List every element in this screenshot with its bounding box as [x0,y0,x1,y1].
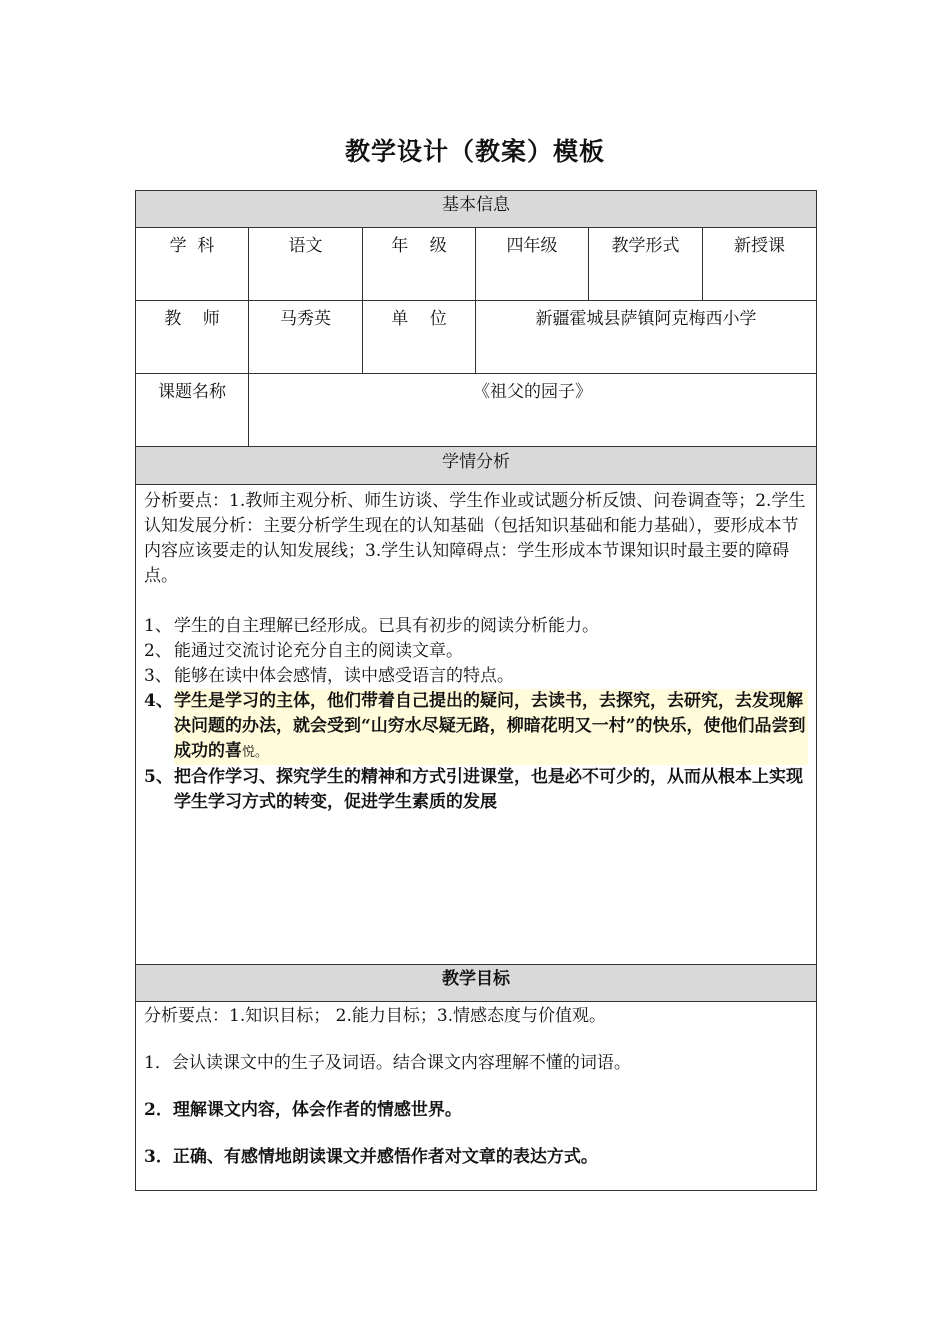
list-item-text: 学生的自主理解已经形成。已具有初步的阅读分析能力。 [174,616,599,636]
list-item-number: 2、 [144,641,172,661]
list-item [144,765,808,815]
page-title: 教学设计（教案）模板 [344,137,605,166]
list-item [144,614,808,639]
goal-item: 3．正确、有感情地朗读课文并感悟作者对文章的表达方式。 [144,1147,598,1167]
teacher-value: 马秀英 [249,301,363,374]
subject-label-text: 学 科 [169,236,215,256]
subject-value: 语文 [249,228,363,301]
unit-label [363,301,476,374]
analysis-intro: 分析要点：1.教师主观分析、师生访谈、学生作业或试题分析反馈、问卷调查等；2.学生认知发展分析：主要分析学生现在的认知基础（包括知识基础和能力基础），要形成本节内容应该要走的认知发展线；3.学生认知障碍点：学生形成本节课知识时最主要的障碍点。 [144,491,806,586]
list-item-text: 能够在读中体会感情，读中感受语言的特点。 [174,666,514,686]
list-item-text: 能通过交流讨论充分自主的阅读文章。 [174,641,463,661]
teacher-label-text: 教 师 [164,309,220,329]
list-item-number: 1、 [144,616,172,636]
list-item-number: 5、 [144,767,173,787]
list-item-text [174,689,808,765]
list-item-highlighted [144,689,808,765]
analysis-list [144,614,808,815]
grade-value: 四年级 [476,228,589,301]
grade-label-text: 年 级 [391,236,447,256]
lesson-plan-table [135,190,817,1191]
subject-label [136,228,249,301]
teacher-label [136,301,249,374]
list-item-main-text: 学生是学习的主体，他们带着自己提出的疑问，去读书，去探究，去研究，去发现解决问题的办法，就会受到“山穷水尽疑无路，柳暗花明又一村”的快乐，使他们品尝到成功的喜 [174,691,806,761]
list-item-text: 把合作学习、探究学生的精神和方式引进课堂，也是必不可少的，从而从根本上实现学生学习方式的转变，促进学生素质的发展 [174,767,803,812]
form-label: 教学形式 [589,228,703,301]
grade-label [363,228,476,301]
list-item [144,639,808,664]
list-item-number: 4、 [144,691,173,711]
analysis-content [136,485,817,965]
basic-info-header: 基本信息 [136,191,817,228]
unit-value: 新疆霍城县萨镇阿克梅西小学 [476,301,817,374]
goals-header: 教学目标 [136,965,817,1002]
analysis-header: 学情分析 [136,447,817,485]
goals-intro: 分析要点：1.知识目标； 2.能力目标；3.情感态度与价值观。 [144,1006,607,1026]
goal-item: 2．理解课文内容，体会作者的情感世界。 [144,1100,462,1120]
topic-value: 《祖父的园子》 [249,374,817,447]
list-item-number: 3、 [144,666,172,686]
form-value: 新授课 [703,228,817,301]
goal-item: 1．会认读课文中的生子及词语。结合课文内容理解不懂的词语。 [144,1053,631,1073]
goals-content [136,1002,817,1191]
unit-label-text: 单 位 [391,309,447,329]
list-item [144,664,808,689]
topic-label: 课题名称 [136,374,249,447]
list-item-tail-text: 悦。 [242,745,269,760]
